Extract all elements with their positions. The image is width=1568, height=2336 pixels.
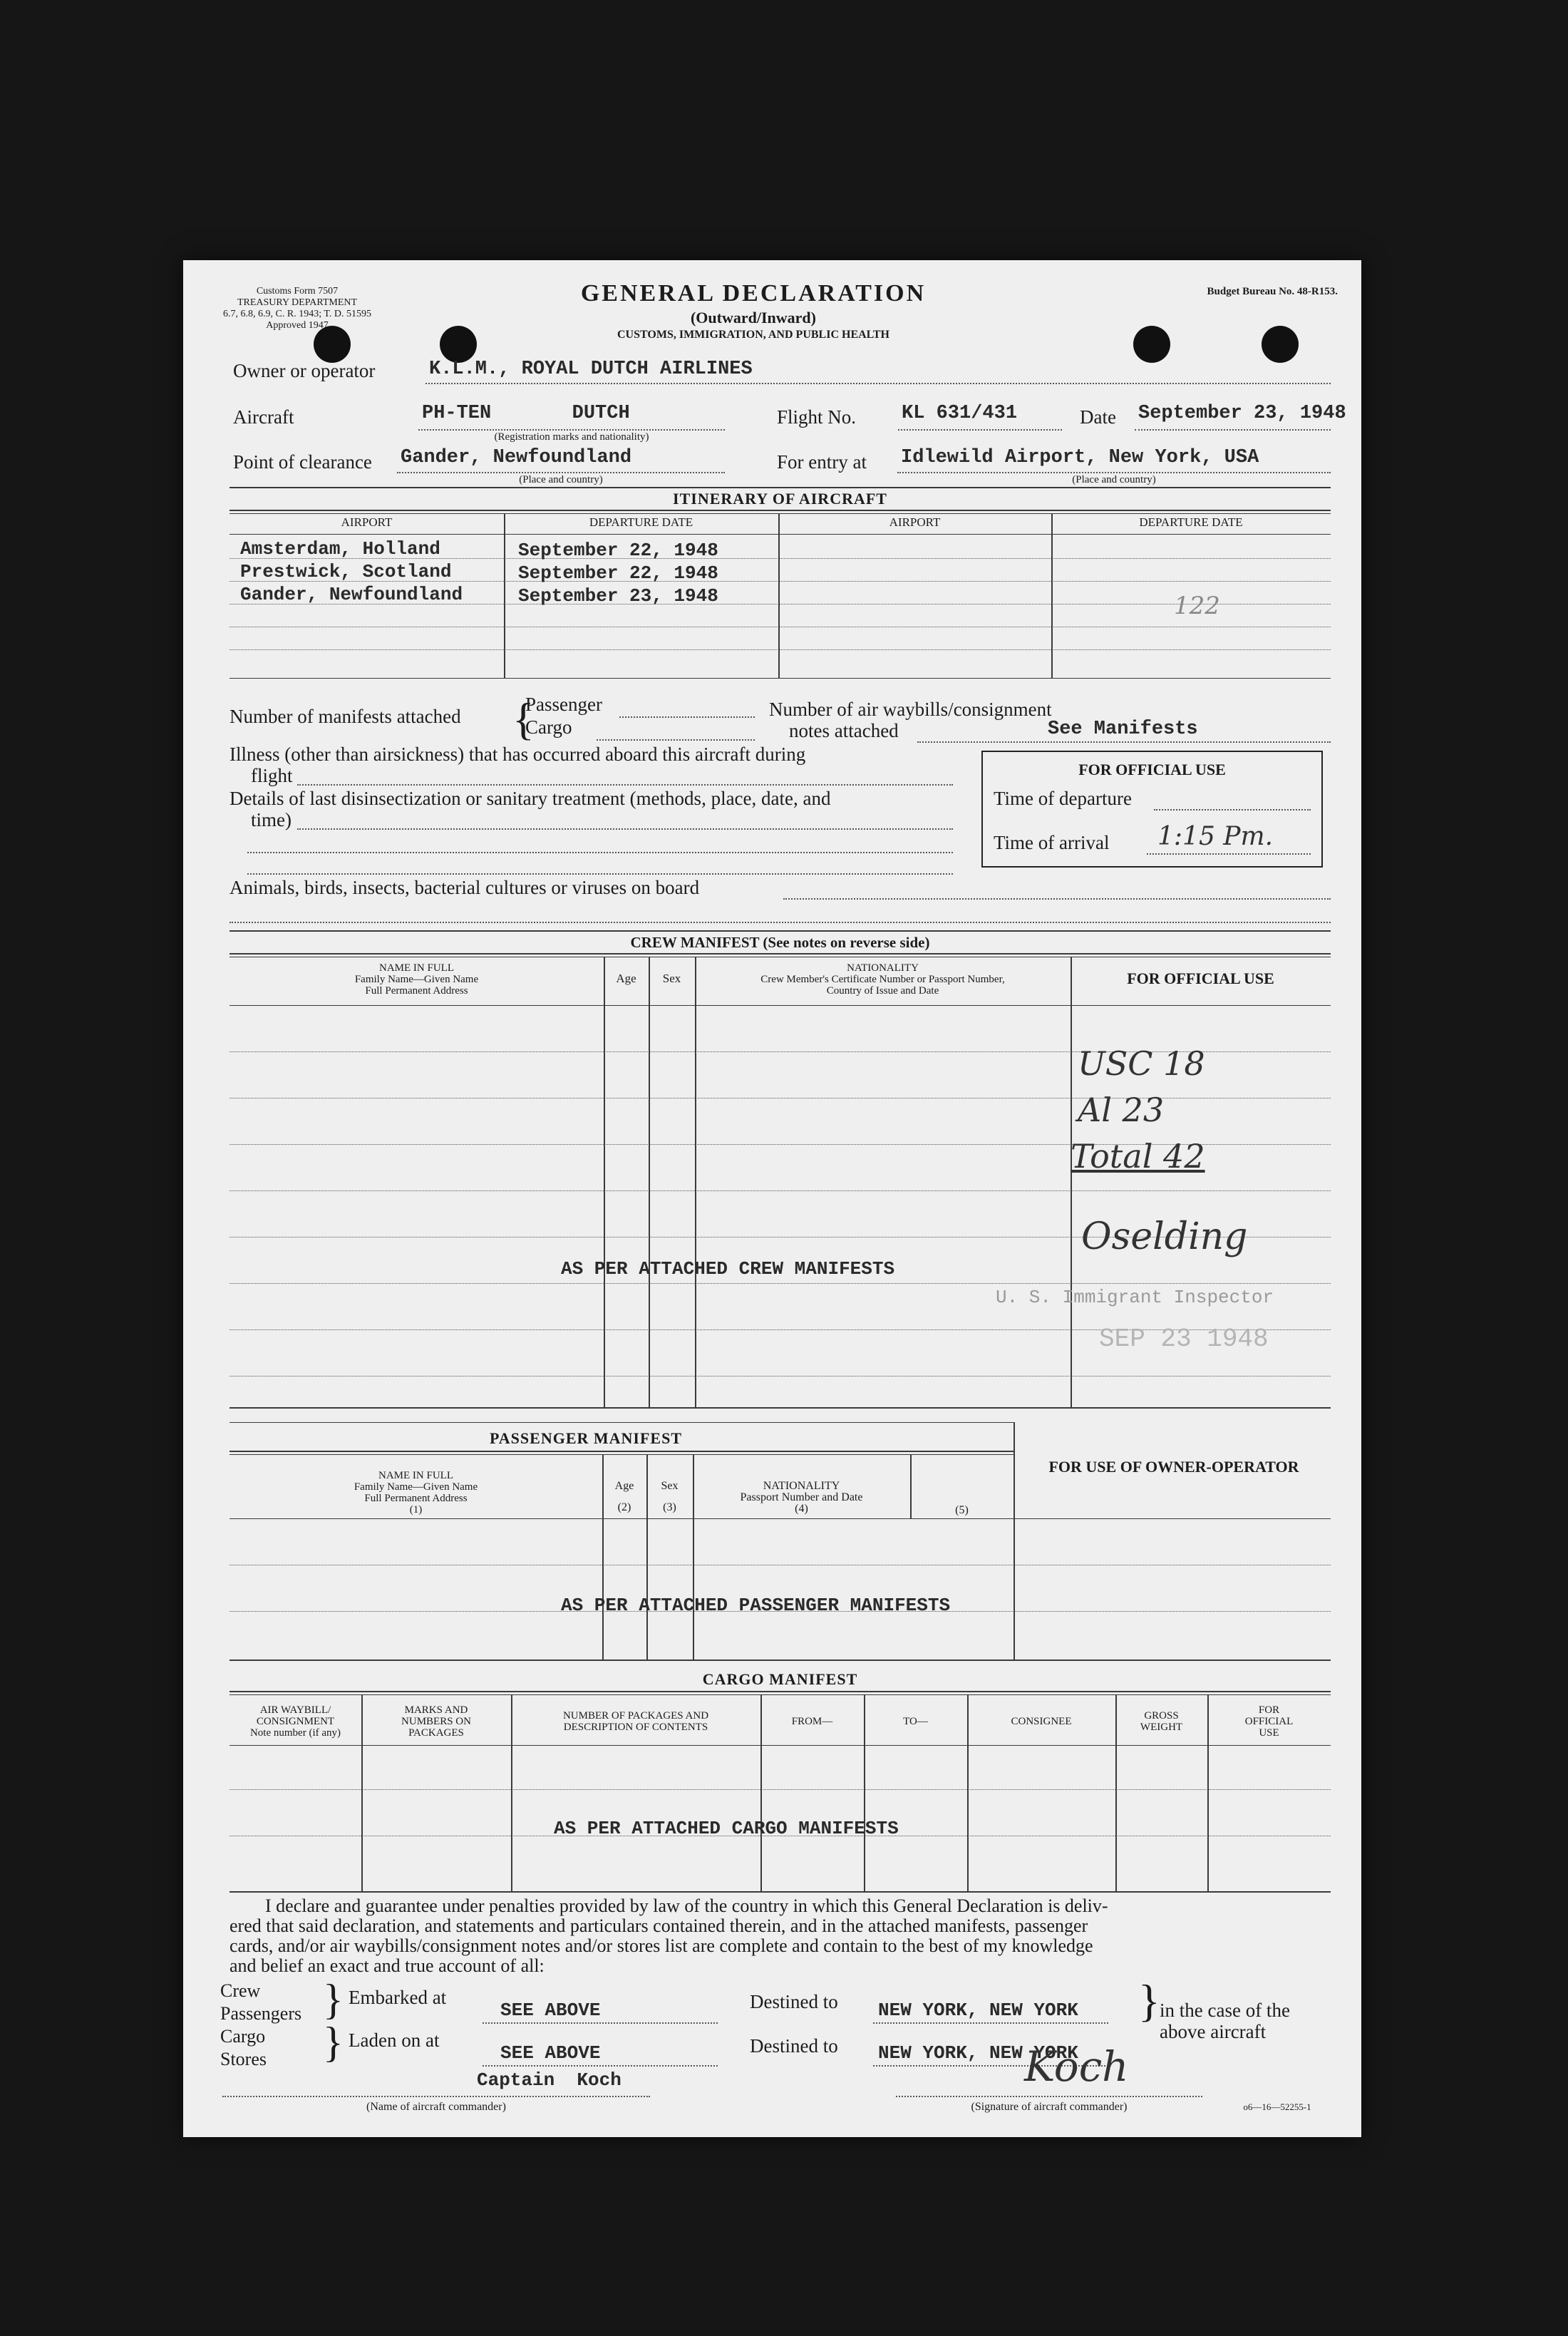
itinerary-date: September 22, 1948 (518, 540, 718, 561)
itinerary-date: September 23, 1948 (518, 585, 718, 607)
crew-tally-al: Al 23 (1078, 1091, 1165, 1129)
passenger-col-nat-2: Passport Number and Date (740, 1491, 863, 1503)
crew-col-age: Age (616, 972, 636, 985)
date-value: September 23, 1948 (1138, 403, 1346, 424)
date-label: Date (1080, 406, 1116, 428)
passenger-col-age-label: Age (614, 1480, 634, 1492)
form-line: Approved 1947 (266, 320, 329, 331)
crew-tally-total: Total 42 (1071, 1137, 1205, 1175)
itinerary-title: ITINERARY OF AIRCRAFT (673, 490, 887, 508)
cargo-col-3b: DESCRIPTION OF CONTENTS (563, 1722, 708, 1733)
crew-typed-note: AS PER ATTACHED CREW MANIFESTS (561, 1258, 895, 1280)
destined-label-2: Destined to (750, 2035, 838, 2057)
crew-col-nat-3: Country of Issue and Date (826, 985, 939, 997)
entry-value: Idlewild Airport, New York, USA (901, 447, 1259, 468)
flight-value: KL 631/431 (902, 403, 1018, 424)
declaration-form: Customs Form 7507 TREASURY DEPARTMENT 6.7, 6.8, 6.9, C. R. 1943; T. D. 51595 Approved 1947 GENERAL DECLARATION (Outward/Inward) CUSTOMS, IMMIGRATION, AND PUBLIC HEALTH Budget Bureau No. 48-R153. Owner or operator K.L.M., ROYAL DUTCH AIRLINES Aircraft PH-TEN DUTCH (Registration marks and nationality) Flight No. KL 631/431 Date September 23, 1948 Point of clearance Gander, Newfoundland (Place and country) For entry at Idlewild Airport, New York, USA (Place and country) ITINERARY OF AIRCRAFT AIRPORT DEPARTURE DATE AIRPORT DEPARTURE DATE Amsterdam, Holland September 22, 1948 Prestwick, Scotland September 22, 1948 Gander, Newfoundland September 23, 1948 122 Number of manifests attached { Passenger Cargo Number of air waybills/consignment notes attached See Manifests Illness (other than airsickness) that has occurred aboard this aircraft during flight Details of last disinsectization or sanitary treatment (methods, place, date, and time) FOR OFFICIAL USE Time of departure Time of arrival 1:15 Pm. Animals, birds, insects, bacterial cultures or viruses on board CREW MANIFEST (See notes on reverse side) NAME IN FULL Family Name—Given Name Full Permanent Address Age Sex NATIONALITY Crew Member's Certificate Number or Passport Number, Country of Issue and Date FOR OFFICIAL USE AS PER ATTACHED CREW MANIFESTS USC 18 Al 23 Total 42 Oselding U. S. Immigrant Inspector SEP 23 1948 PASSENGER MANIFEST FOR USE OF OWNER-OPERATOR NAME IN FULL Family Name—Given Name Full Permanent Address (1) Age (2) Sex (3) NATIONALITY Passport Number and Date (4) (5) AS PER ATTACHED PASSENGER MANIFESTS CARGO MANIFEST AIR WAYBILL/ CONSIGNMENT Note number (if any) MARKS AND NUMBERS ON PACKAGES NUMBER OF PACKAGES AND DESCRIPTION OF CONTENTS FROM— TO— CONSIGNEE GROSS WEIGHT FOR OFFICIAL USE AS PER ATTACHED CARGO MANIFESTS I declare and guarantee under penalties provided by law of the country in which this General Declaration is deliv- ered that said declaration, and statements and particulars contained therein, and in the attached manifests, passenger cards, and/or air waybills/consignment notes and/or stores list are complete and contain to the best of my knowledge and belief an exact and true account of all: Crew Passengers Cargo Stores } } Embarked at SEE ABOVE Laden on at SEE ABOVE Destined to NEW YORK, NEW YORK Destined to NEW YORK, NEW YORK } in the case of the above aircraft Captain Koch (Name of aircraft commander) Koch (Signature of aircraft commander) o6—16—52255-1 (183, 260, 1361, 2137)
page-title: GENERAL DECLARATION (580, 280, 927, 307)
declaration-line: I declare and guarantee under penalties provided by law of the country in which this General Declaration is deliv- (265, 1895, 1108, 1916)
crew-col-sex: Sex (662, 972, 681, 985)
time-departure-label: Time of departure (994, 788, 1132, 809)
entry-caption: (Place and country) (1072, 474, 1156, 485)
cargo-col-1c: Note number (if any) (249, 1727, 341, 1739)
commander-signature: Koch (1024, 2042, 1129, 2091)
crew-col-name-1: NAME IN FULL (379, 962, 454, 974)
punch-hole (1133, 326, 1170, 363)
illness-label: Illness (other than airsickness) that has occurred aboard this aircraft during (229, 743, 806, 765)
cargo-col-8c: USE (1259, 1727, 1279, 1739)
owner-label: Owner or operator (233, 360, 376, 381)
crew-col-name (229, 962, 604, 997)
form-number (212, 286, 383, 331)
inspector-stamp: U. S. Immigrant Inspector (996, 1287, 1274, 1308)
passenger-col-n3: (3) (663, 1501, 676, 1513)
aircraft-value: PH-TEN DUTCH (422, 403, 630, 424)
cargo-col-1a: AIR WAYBILL/ (259, 1704, 331, 1716)
itinerary-airport: Prestwick, Scotland (240, 561, 452, 582)
cargo-col-marks (361, 1704, 511, 1739)
case-label-2: above aircraft (1160, 2021, 1267, 2042)
flight-label: Flight No. (777, 406, 857, 428)
waybills-label-2: notes attached (789, 720, 899, 741)
declaration-text (229, 1896, 1331, 1976)
crew-col-nat-2: Crew Member's Certificate Number or Passport Number, (760, 974, 1005, 985)
punch-hole (1262, 326, 1299, 363)
form-line: 6.7, 6.8, 6.9, C. R. 1943; T. D. 51595 (223, 309, 371, 319)
crew-title: CREW MANIFEST (See notes on reverse side) (630, 934, 930, 951)
clearance-caption: (Place and country) (519, 474, 603, 485)
form-line: Customs Form 7507 (256, 286, 339, 297)
clearance-label: Point of clearance (233, 451, 372, 473)
cargo-col-official (1207, 1704, 1331, 1739)
declaration-line: ered that said declaration, and statements and particulars contained therein, and in the attached manifests, passenger (229, 1915, 1088, 1936)
passenger-col-n5: (5) (955, 1504, 969, 1516)
crew-col-name-3: Full Permanent Address (365, 985, 468, 997)
manifests-label: Number of manifests attached (229, 706, 461, 727)
cargo-col-3a: NUMBER OF PACKAGES AND (562, 1710, 709, 1722)
cargo-typed-note: AS PER ATTACHED CARGO MANIFESTS (554, 1818, 899, 1839)
itinerary-col-airport-2: AIRPORT (889, 515, 941, 529)
case-label: in the case of the (1160, 2000, 1290, 2021)
manifests-passenger: Passenger (525, 694, 602, 715)
inspector-stamp-date: SEP 23 1948 (1099, 1324, 1269, 1354)
disinsect-label: Details of last disinsectization or sanitary treatment (methods, place, date, and (229, 788, 831, 809)
owner-value: K.L.M., ROYAL DUTCH AIRLINES (429, 359, 753, 380)
passenger-col-name-1: NAME IN FULL (378, 1470, 453, 1481)
page-subtitle-2: CUSTOMS, IMMIGRATION, AND PUBLIC HEALTH (617, 329, 889, 341)
crew-col-official: FOR OFFICIAL USE (1127, 969, 1274, 987)
passenger-col-name-3: Full Permanent Address (364, 1493, 468, 1504)
manifests-cargo: Cargo (525, 716, 572, 738)
passenger-col-n2: (2) (617, 1501, 631, 1513)
itinerary-col-date-2: DEPARTURE DATE (1139, 515, 1243, 529)
budget-number: Budget Bureau No. 48-R153. (1207, 286, 1338, 297)
illness-label-2: flight (251, 765, 293, 786)
entry-label: For entry at (777, 451, 867, 473)
footer-cargo: Cargo (220, 2026, 266, 2047)
laden-label: Laden on at (349, 2029, 440, 2051)
passenger-col-name-2: Family Name—Given Name (354, 1481, 478, 1493)
footer-crew: Crew (220, 1980, 261, 2001)
passenger-title: PASSENGER MANIFEST (489, 1429, 683, 1447)
waybills-value: See Manifests (1048, 719, 1198, 740)
disinsect-label-2: time) (251, 809, 292, 830)
itinerary-airport: Gander, Newfoundland (240, 584, 463, 605)
cargo-col-2c: PACKAGES (408, 1727, 464, 1739)
passenger-col-nationality (693, 1481, 910, 1515)
footer-stores: Stores (220, 2049, 267, 2069)
cargo-col-weight (1115, 1710, 1207, 1733)
cargo-col-packages (511, 1710, 760, 1733)
laden-value: SEE ABOVE (500, 2042, 601, 2064)
crew-tally-usc: USC 18 (1078, 1044, 1205, 1083)
footer-passengers: Passengers (220, 2003, 302, 2024)
itinerary-airport: Amsterdam, Holland (240, 538, 440, 560)
itinerary-col-airport: AIRPORT (341, 515, 393, 529)
cargo-col-1b: CONSIGNMENT (256, 1716, 335, 1727)
inspector-signature: Oselding (1081, 1215, 1248, 1258)
destined-value: NEW YORK, NEW YORK (878, 2000, 1078, 2021)
embarked-label: Embarked at (349, 1987, 447, 2008)
cargo-col-8b: OFFICIAL (1244, 1716, 1294, 1727)
cargo-col-to: TO— (903, 1716, 928, 1727)
declaration-line: and belief an exact and true account of all: (229, 1955, 545, 1976)
aircraft-caption: (Registration marks and nationality) (494, 431, 649, 443)
crew-col-name-2: Family Name—Given Name (354, 974, 479, 985)
cargo-col-8a: FOR (1258, 1704, 1280, 1716)
passenger-col-sex-label: Sex (661, 1480, 679, 1492)
passenger-typed-note: AS PER ATTACHED PASSENGER MANIFESTS (561, 1595, 951, 1616)
waybills-label: Number of air waybills/consignment (769, 699, 1052, 720)
cargo-title: CARGO MANIFEST (702, 1670, 858, 1688)
cargo-col-from: FROM— (791, 1716, 833, 1727)
passenger-col-n1: (1) (409, 1504, 423, 1516)
commander-caption: (Name of aircraft commander) (366, 2101, 506, 2113)
official-use-title: FOR OFFICIAL USE (1078, 761, 1226, 778)
cargo-col-waybill (229, 1704, 361, 1739)
page-subtitle: (Outward/Inward) (690, 309, 816, 326)
cargo-col-7b: WEIGHT (1140, 1722, 1183, 1733)
cargo-col-consignee: CONSIGNEE (1011, 1716, 1072, 1727)
passenger-col-nat-1: NATIONALITY (763, 1480, 840, 1492)
aircraft-label: Aircraft (233, 406, 294, 428)
print-code: o6—16—52255-1 (1243, 2101, 1311, 2112)
cargo-col-2b: NUMBERS ON (401, 1716, 471, 1727)
declaration-line: cards, and/or air waybills/consignment notes and/or stores list are complete and contain to the best of my knowledge (229, 1935, 1093, 1956)
destined-value-2: NEW YORK, NEW YORK (878, 2042, 1078, 2064)
footer-categories (220, 1980, 301, 2071)
itinerary-date: September 22, 1948 (518, 562, 718, 584)
commander-name: Captain Koch (477, 2069, 621, 2091)
embarked-value: SEE ABOVE (500, 2000, 601, 2021)
cargo-col-2a: MARKS AND (404, 1704, 468, 1716)
pencil-note: 122 (1174, 592, 1220, 620)
time-arrival-value: 1:15 Pm. (1157, 822, 1274, 851)
itinerary-col-date: DEPARTURE DATE (589, 515, 693, 529)
time-arrival-label: Time of arrival (994, 832, 1110, 853)
punch-hole (440, 326, 477, 363)
form-line: TREASURY DEPARTMENT (237, 297, 358, 308)
passenger-col-age (602, 1481, 646, 1513)
owner-operator-use: FOR USE OF OWNER-OPERATOR (1048, 1458, 1299, 1476)
destined-label: Destined to (750, 1991, 838, 2012)
crew-col-nat-1: NATIONALITY (847, 962, 919, 974)
animals-label: Animals, birds, insects, bacterial cultures or viruses on board (229, 877, 700, 898)
crew-col-nationality (695, 962, 1071, 997)
cargo-col-7a: GROSS (1144, 1710, 1179, 1722)
passenger-col-n4: (4) (795, 1503, 808, 1515)
signature-caption: (Signature of aircraft commander) (971, 2101, 1128, 2113)
passenger-col-name (229, 1470, 602, 1516)
clearance-value: Gander, Newfoundland (401, 447, 632, 468)
official-use-box (981, 751, 1323, 868)
passenger-col-sex (646, 1481, 693, 1513)
